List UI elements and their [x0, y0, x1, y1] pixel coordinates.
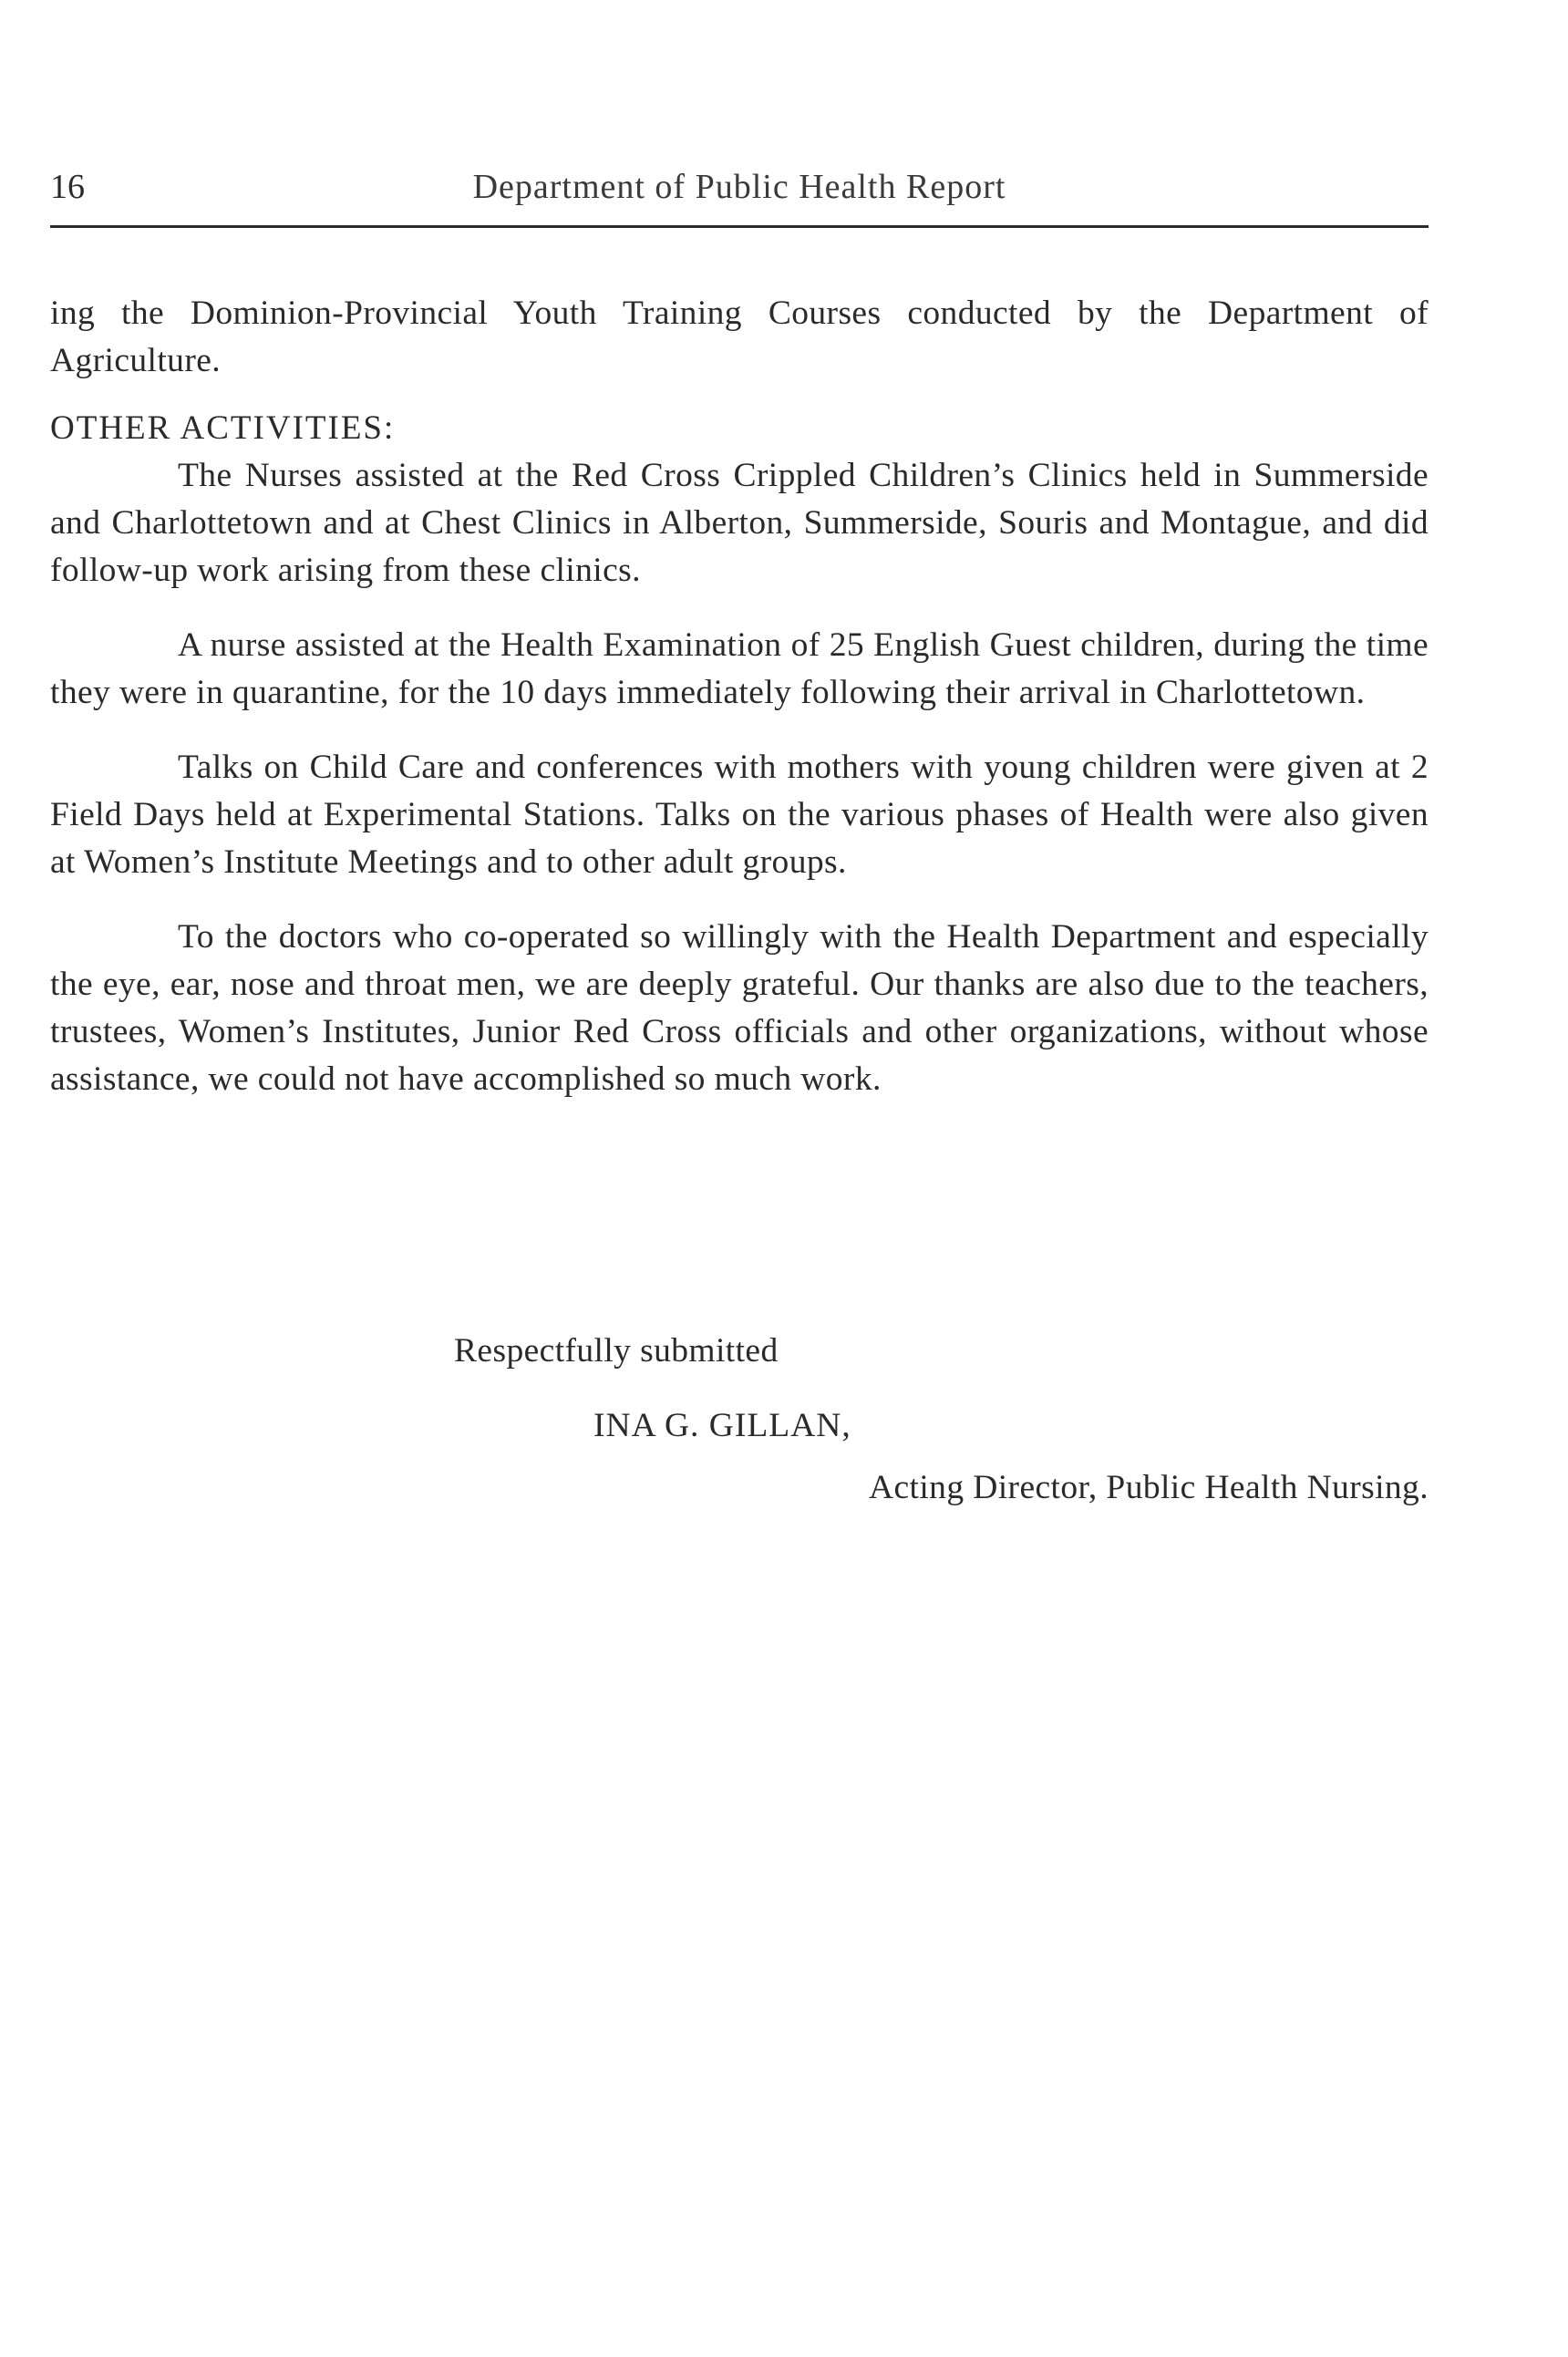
paragraph-clinics: The Nurses assisted at the Red Cross Crippled Children’s Clinics held in Summerside and Charlottetown and at Chest Clinics in Alberton, Summerside, Souris and Montague, and did follow-up work arising from these clinics.: [50, 457, 1429, 589]
page-header: [50, 164, 1429, 210]
signature-title: Acting Director, Public Health Nursing.: [869, 1469, 1429, 1506]
signature-name: INA G. GILLAN,: [593, 1407, 851, 1444]
running-title: Department of Public Health Report: [472, 168, 1006, 206]
header-rule: [50, 225, 1429, 228]
report-body: [50, 290, 1429, 1103]
page-number: 16: [50, 168, 85, 206]
continued-paragraph: ing the Dominion-Provincial Youth Training Courses conducted by the Department of Agriculture.: [50, 295, 1429, 379]
signature-closing: Respectfully submitted: [454, 1332, 779, 1370]
paragraph-thanks: To the doctors who co-operated so willingly with the Health Department and especially the eye, ear, nose and throat men, we are deeply grateful. Our thanks are also due to the teachers, trustees, Women’s Institutes, Junior Red Cross officials and other organizations, without whose assistance, we could not have accomplished so much work.: [50, 918, 1429, 1098]
paragraph-talks: Talks on Child Care and conferences with mothers with young children were given at 2 Field Days held at Experimental Stations. Talks on the various phases of Health were also given at Women’s Institute Meetings and to other adult groups.: [50, 749, 1429, 881]
paragraph-guest-children: A nurse assisted at the Health Examination of 25 English Guest children, during the time they were in quarantine, for the 10 days immediately following their arrival in Charlottetown.: [50, 626, 1429, 711]
section-heading: OTHER ACTIVITIES:: [50, 409, 396, 447]
